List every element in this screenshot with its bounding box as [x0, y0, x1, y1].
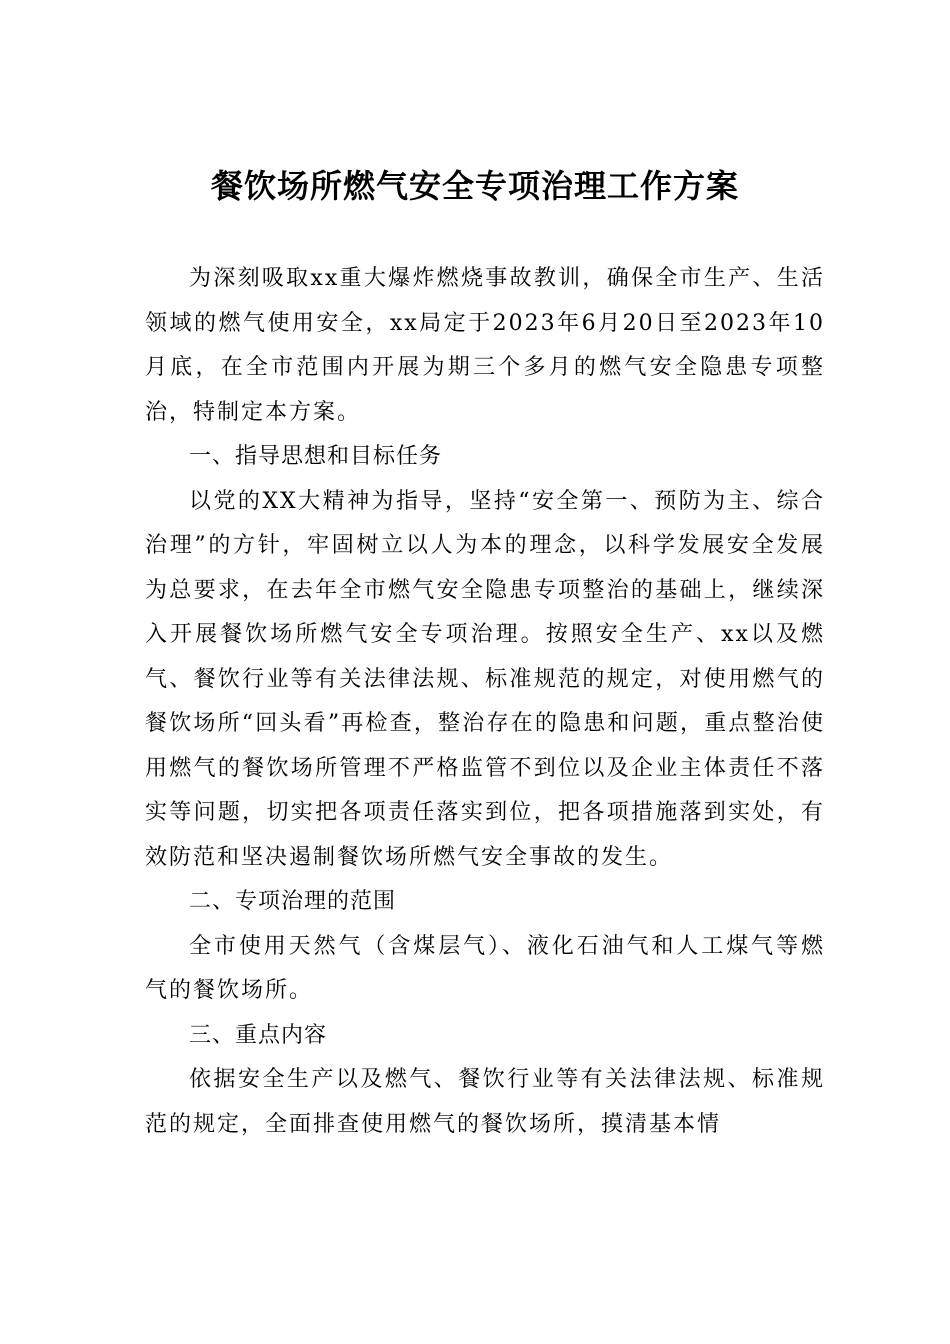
section-paragraph-key-content: 依据安全生产以及燃气、餐饮行业等有关法律法规、标准规范的规定，全面排查使用燃气的餐饮场所，摸清基本情 [145, 1067, 825, 1137]
intro-paragraph: 为深刻吸取xx重大爆炸燃烧事故教训，确保全市生产、生活领域的燃气使用安全，xx局定于2023年6月20日至2023年10月底，在全市范围内开展为期三个多月的燃气安全隐患专项整治，特制定本方案。 [145, 266, 825, 425]
document-body [145, 257, 825, 1147]
section-paragraph-guiding-ideology: 以党的XX大精神为指导，坚持“安全第一、预防为主、综合治理”的方针，牢固树立以人为本的理念，以科学发展安全发展为总要求，在去年全市燃气安全隐患专项整治的基础上，继续深入开展餐饮场所燃气安全专项治理。按照安全生产、xx以及燃气、餐饮行业等有关法律法规、标准规范的规定，对使用燃气的餐饮场所“回头看”再检查，整治存在的隐患和问题，重点整治使用燃气的餐饮场所管理不严格监管不到位以及企业主体责任不落实等问题，切实把各项责任落实到位，把各项措施落到实处，有效防范和坚决遏制餐饮场所燃气安全事故的发生。 [145, 488, 825, 870]
section-heading-guiding-ideology: 一、指导思想和目标任务 [189, 444, 443, 469]
section-heading-scope: 二、专项治理的范围 [189, 889, 397, 914]
section-heading-key-content: 三、重点内容 [189, 1022, 328, 1048]
document-title: 餐饮场所燃气安全专项治理工作方案 [210, 167, 739, 205]
section-paragraph-scope: 全市使用天然气（含煤层气）、液化石油气和人工煤气等燃气的餐饮场所。 [145, 933, 825, 1003]
